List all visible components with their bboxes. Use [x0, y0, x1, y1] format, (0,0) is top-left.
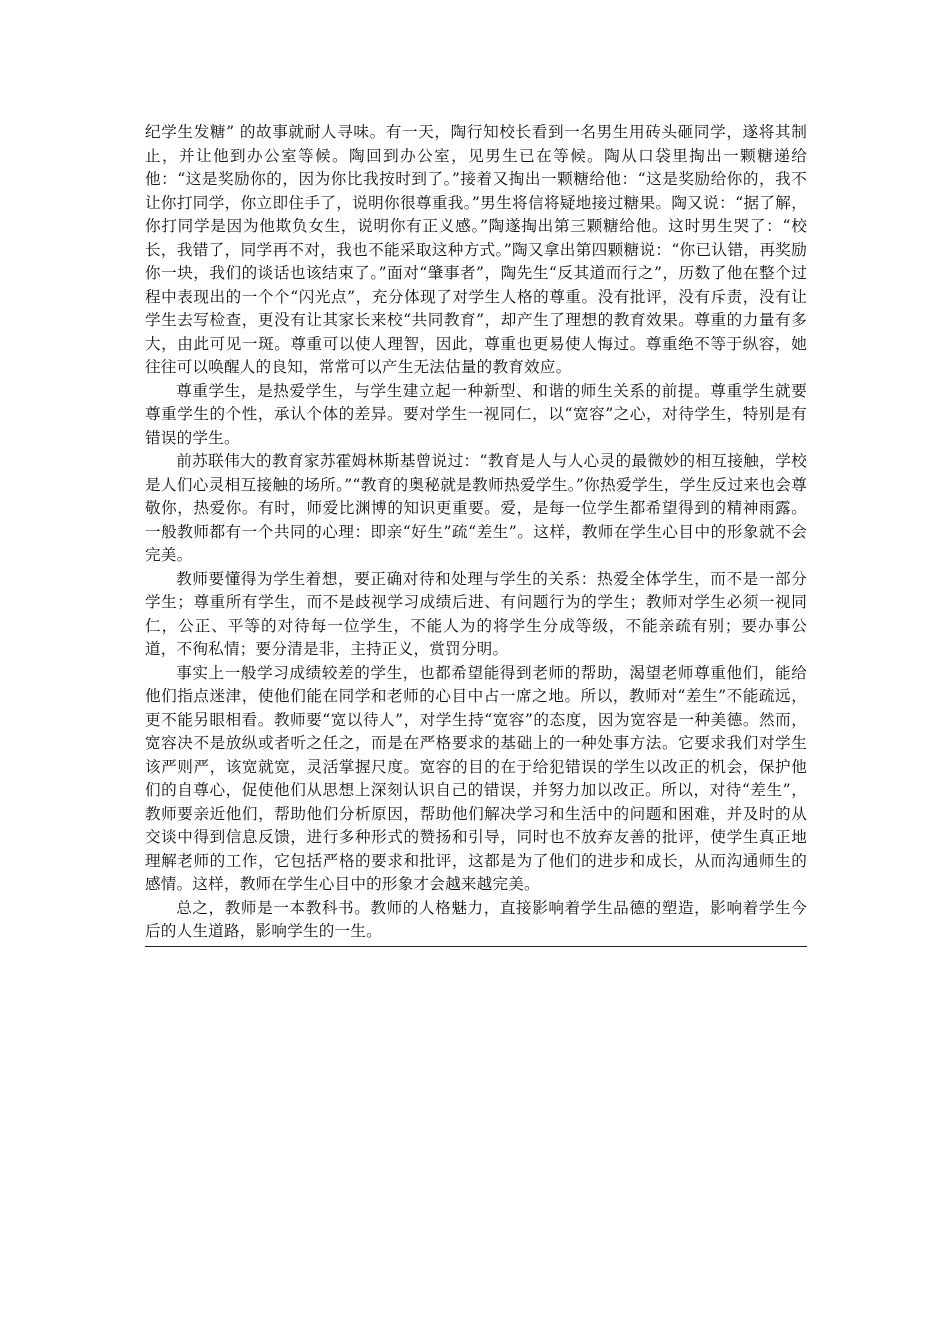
bottom-divider-line: [145, 946, 807, 947]
paragraph-sukhomlinsky-quote: 前苏联伟大的教育家苏霍姆林斯基曾说过：“教育是人与人心灵的最微妙的相互接触，学校是人们心灵相互接触的场所。”“教育的奥秘就是教师热爱学生。”你热爱学生，学生反过来也会尊敬你，热爱你。有时，师爱比渊博的知识更重要。爱，是每一位学生都希望得到的精神雨露。一般教师都有一个共同的心理：即亲“好生”疏“差生”。这样，教师在学生心目中的形象就不会完美。: [145, 452, 807, 564]
paragraph-weaker-students: 事实上一般学习成绩较差的学生，也都希望能得到老师的帮助，渴望老师尊重他们，能给他们指点迷津，使他们能在同学和老师的心目中占一席之地。所以，教师对“差生”不能疏远，更不能另眼相看。教师要“宽以待人”，对学生持“宽容”的态度，因为宽容是一种美德。然而，宽容决不是放纵或者听之任之，而是在严格要求的基础上的一种处事方法。它要求我们对学生该严则严，该宽就宽，灵活掌握尺度。宽容的目的在于给犯错误的学生以改正的机会，保护他们的自尊心，促使他们从思想上深刻认识自己的错误，并努力加以改正。所以，对待“差生”，教师要亲近他们，帮助他们分析原因，帮助他们解决学习和生活中的问题和困难，并及时的从交谈中得到信息反馈，进行多种形式的赞扬和引导，同时也不放弃友善的批评，使学生真正地理解老师的工作，它包括严格的要求和批评，这都是为了他们的进步和成长，从而沟通师生的感情。这样，教师在学生心目中的形象才会越来越完美。: [145, 663, 807, 893]
document-body: [145, 121, 807, 944]
paragraph-respect-students: 尊重学生，是热爱学生，与学生建立起一种新型、和谐的师生关系的前提。尊重学生就要尊重学生的个性，承认个体的差异。要对学生一视同仁，以“宽容”之心，对待学生，特别是有错误的学生。: [145, 381, 807, 447]
paragraph-teacher-relations: 教师要懂得为学生着想，要正确对待和处理与学生的关系：热爱全体学生，而不是一部分学生；尊重所有学生，而不是歧视学习成绩后进、有问题行为的学生；教师对学生必须一视同仁，公正、平等的对待每一位学生，不能人为的将学生分成等级，不能亲疏有别；要办事公道，不徇私情；要分清是非，主持正义，赏罚分明。: [145, 569, 807, 658]
paragraph-continued: 纪学生发糖” 的故事就耐人寻味。有一天，陶行知校长看到一名男生用砖头砸同学，遂将其制止，并让他到办公室等候。陶回到办公室，见男生已在等候。陶从口袋里掏出一颗糖递给他：“这是奖励你的，因为你比我按时到了。”接着又掏出一颗糖给他：“这是奖励给你的，我不让你打同学，你立即住手了，说明你很尊重我。”男生将信将疑地接过糖果。陶又说：“据了解，你打同学是因为他欺负女生，说明你有正义感。”陶遂掏出第三颗糖给他。这时男生哭了：“校长，我错了，同学再不对，我也不能采取这种方式。”陶又拿出第四颗糖说：“你已认错，再奖励你一块，我们的谈话也该结束了。”面对“肇事者”，陶先生“反其道而行之”，历数了他在整个过程中表现出的一个个“闪光点”，充分体现了对学生人格的尊重。没有批评，没有斥责，没有让学生去写检查，更没有让其家长来校“共同教育”，却产生了理想的教育效果。尊重的力量有多大，由此可见一斑。尊重可以使人理智，因此，尊重也更易使人悔过。尊重绝不等于纵容，她往往可以唤醒人的良知，常常可以产生无法估量的教育效应。: [145, 123, 807, 376]
paragraph-conclusion: 总之，教师是一本教科书。教师的人格魅力，直接影响着学生品德的塑造，影响着学生今后的人生道路，影响学生的一生。: [145, 898, 807, 940]
